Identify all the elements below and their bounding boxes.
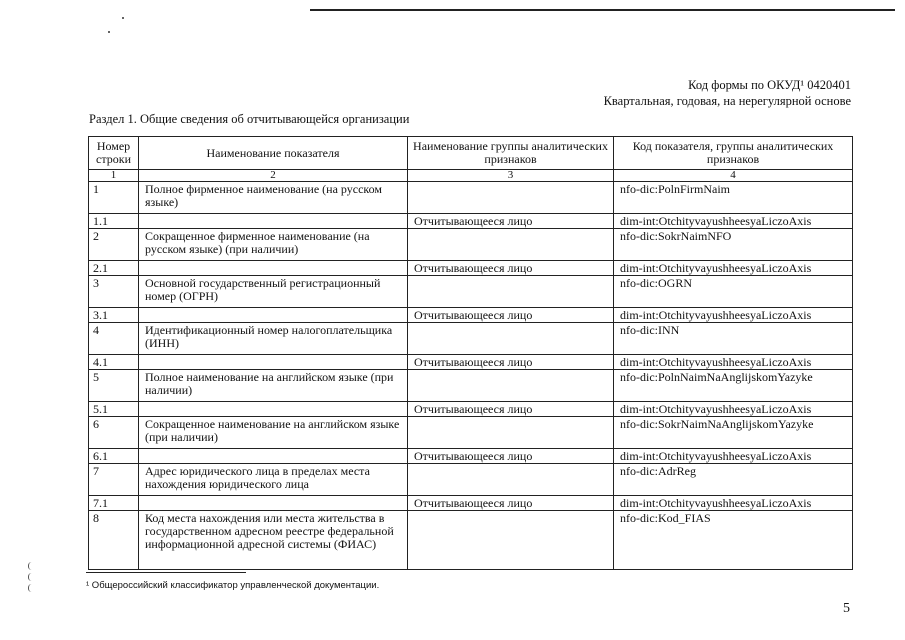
indicator-code: nfo-dic:OGRN [614,276,853,308]
row-number: 8 [89,511,139,570]
indicator-code: nfo-dic:AdrReg [614,464,853,496]
row-number: 5 [89,370,139,402]
indicator-name: Код места нахождения или места жительства в государственном адресном реестре федеральной информационной адресной системы (ФИАС) [139,511,408,570]
indicator-name [139,261,408,276]
margin-binding-marks [28,562,42,595]
table-row [89,417,853,449]
table-row [89,449,853,464]
table-header-row [89,137,853,170]
indicator-code: nfo-dic:Kod_FIAS [614,511,853,570]
binding-mark [28,573,35,581]
group-name [408,229,614,261]
row-number: 6.1 [89,449,139,464]
indicator-name: Адрес юридического лица в пределах места нахождения юридического лица [139,464,408,496]
row-number: 3 [89,276,139,308]
row-number: 4 [89,323,139,355]
group-name: Отчитывающееся лицо [408,308,614,323]
row-number: 6 [89,417,139,449]
group-name [408,323,614,355]
table-row [89,370,853,402]
indicator-name [139,308,408,323]
page-number: 5 [843,601,850,616]
row-number: 5.1 [89,402,139,417]
row-number: 7 [89,464,139,496]
table-row [89,402,853,417]
indicator-name [139,355,408,370]
indicator-name: Идентификационный номер налогоплательщика (ИНН) [139,323,408,355]
row-number: 1 [89,182,139,214]
table-row [89,214,853,229]
group-name: Отчитывающееся лицо [408,355,614,370]
indicator-name: Полное наименование на английском языке (при наличии) [139,370,408,402]
group-name: Отчитывающееся лицо [408,449,614,464]
group-name [408,511,614,570]
group-name: Отчитывающееся лицо [408,402,614,417]
group-name [408,464,614,496]
row-number: 1.1 [89,214,139,229]
row-number: 2.1 [89,261,139,276]
binding-mark [28,584,35,592]
form-code: Код формы по ОКУД¹ 0420401 [688,78,851,92]
form-periodicity: Квартальная, годовая, на нерегулярной основе [603,94,851,108]
group-name: Отчитывающееся лицо [408,496,614,511]
indicators-table [88,136,853,570]
row-number: 2 [89,229,139,261]
row-number: 4.1 [89,355,139,370]
column-number: 2 [139,170,408,182]
group-name: Отчитывающееся лицо [408,261,614,276]
indicator-name [139,496,408,511]
indicator-name: Сокращенное наименование на английском языке (при наличии) [139,417,408,449]
footnote: ¹ Общероссийский классификатор управленческой документации. [86,580,380,591]
indicator-code: dim-int:OtchityvayushheesyaLiczoAxis [614,261,853,276]
group-name [408,276,614,308]
indicator-code: dim-int:OtchityvayushheesyaLiczoAxis [614,496,853,511]
header-group-name: Наименование группы аналитических признаков [408,137,614,170]
group-name [408,182,614,214]
table-row [89,323,853,355]
column-number: 3 [408,170,614,182]
table-row [89,355,853,370]
table-row [89,511,853,570]
indicator-code: nfo-dic:SokrNaimNFO [614,229,853,261]
group-name: Отчитывающееся лицо [408,214,614,229]
table-row [89,464,853,496]
header-row-number: Номер строки [89,137,139,170]
table-row [89,229,853,261]
indicator-code: nfo-dic:PolnNaimNaAnglijskomYazyke [614,370,853,402]
section-title: Раздел 1. Общие сведения об отчитывающейся организации [89,112,410,126]
group-name [408,370,614,402]
header-indicator-name: Наименование показателя [139,137,408,170]
indicator-name [139,402,408,417]
indicator-code: dim-int:OtchityvayushheesyaLiczoAxis [614,214,853,229]
indicator-code: dim-int:OtchityvayushheesyaLiczoAxis [614,308,853,323]
indicator-name [139,449,408,464]
footnote-rule [86,572,246,573]
header-code: Код показателя, группы аналитических признаков [614,137,853,170]
group-name [408,417,614,449]
row-number: 7.1 [89,496,139,511]
table-row [89,276,853,308]
table-row [89,182,853,214]
indicator-name: Сокращенное фирменное наименование (на русском языке) (при наличии) [139,229,408,261]
indicator-code: dim-int:OtchityvayushheesyaLiczoAxis [614,402,853,417]
table-row [89,261,853,276]
form-header [604,77,851,109]
scan-speck [108,31,110,33]
indicator-code: nfo-dic:PolnFirmNaim [614,182,853,214]
column-number: 4 [614,170,853,182]
indicator-code: dim-int:OtchityvayushheesyaLiczoAxis [614,355,853,370]
top-rule [310,9,895,11]
indicator-code: nfo-dic:INN [614,323,853,355]
indicator-code: nfo-dic:SokrNaimNaAnglijskomYazyke [614,417,853,449]
indicator-code: dim-int:OtchityvayushheesyaLiczoAxis [614,449,853,464]
indicator-name: Основной государственный регистрационный номер (ОГРН) [139,276,408,308]
scan-speck [122,17,124,19]
indicator-name [139,214,408,229]
row-number: 3.1 [89,308,139,323]
table-row [89,308,853,323]
column-number: 1 [89,170,139,182]
column-number-row [89,170,853,182]
table-row [89,496,853,511]
binding-mark [28,562,35,570]
indicator-name: Полное фирменное наименование (на русском языке) [139,182,408,214]
